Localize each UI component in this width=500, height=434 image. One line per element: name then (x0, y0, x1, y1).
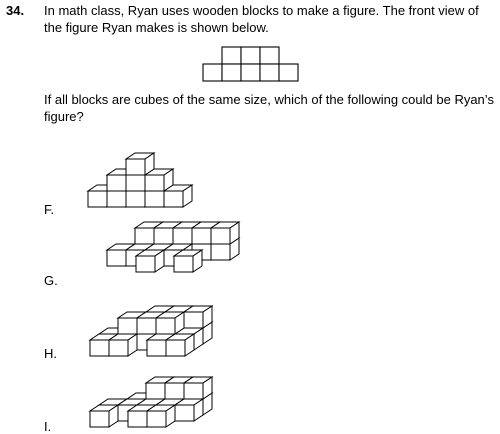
cube-front-face (184, 312, 203, 328)
choice-label-f[interactable]: F. (44, 202, 55, 217)
cube-front-face (147, 340, 166, 356)
figure-F[interactable] (88, 153, 192, 207)
cube-front-face (136, 256, 155, 272)
cube-front-face (211, 244, 230, 260)
cube-front-face (165, 383, 184, 399)
cube-front-face (88, 191, 107, 207)
cube-front-face (90, 340, 109, 356)
cube-front-face (90, 411, 109, 427)
question-stem: In math class, Ryan uses wooden blocks to make a figure. The front view of the figure Ryan makes is shown below. (44, 3, 479, 35)
question-number: 34. (6, 3, 25, 18)
choice-label-h[interactable]: H. (44, 346, 57, 361)
cube-front-face (107, 250, 126, 266)
cube-front-face (118, 318, 137, 334)
cube-front-face (145, 191, 164, 207)
cube-front-face (128, 411, 147, 427)
cube-front-face (107, 191, 126, 207)
cube-front-face (156, 318, 175, 334)
cube-front-face (211, 228, 230, 244)
front-view-figure (203, 47, 298, 81)
cube-front-face (126, 175, 145, 191)
figure-G[interactable] (107, 222, 239, 272)
cube-front-face (192, 228, 211, 244)
cube-front-face (175, 405, 194, 421)
cube-front-face (107, 175, 126, 191)
cube-front-face (126, 191, 145, 207)
cube-front-face (173, 228, 192, 244)
cube-front-face (184, 383, 203, 399)
question-prompt: If all blocks are cubes of the same size, which of the following could be Ryan’s figure? (44, 92, 494, 124)
cube-front-face (137, 318, 156, 334)
cube-front-face (147, 411, 166, 427)
cube-front-face (166, 340, 185, 356)
cube-front-face (135, 228, 154, 244)
cube-front-face (145, 175, 164, 191)
choice-label-i[interactable]: I. (44, 419, 52, 434)
cube-front-face (174, 256, 193, 272)
figure-I[interactable] (90, 377, 212, 427)
cube-front-face (146, 383, 165, 399)
cube-front-face (164, 191, 183, 207)
figure-H[interactable] (90, 306, 212, 356)
cube-front-face (109, 340, 128, 356)
choice-label-g[interactable]: G. (44, 273, 58, 288)
cube-front-face (126, 159, 145, 175)
cube-front-face (154, 228, 173, 244)
